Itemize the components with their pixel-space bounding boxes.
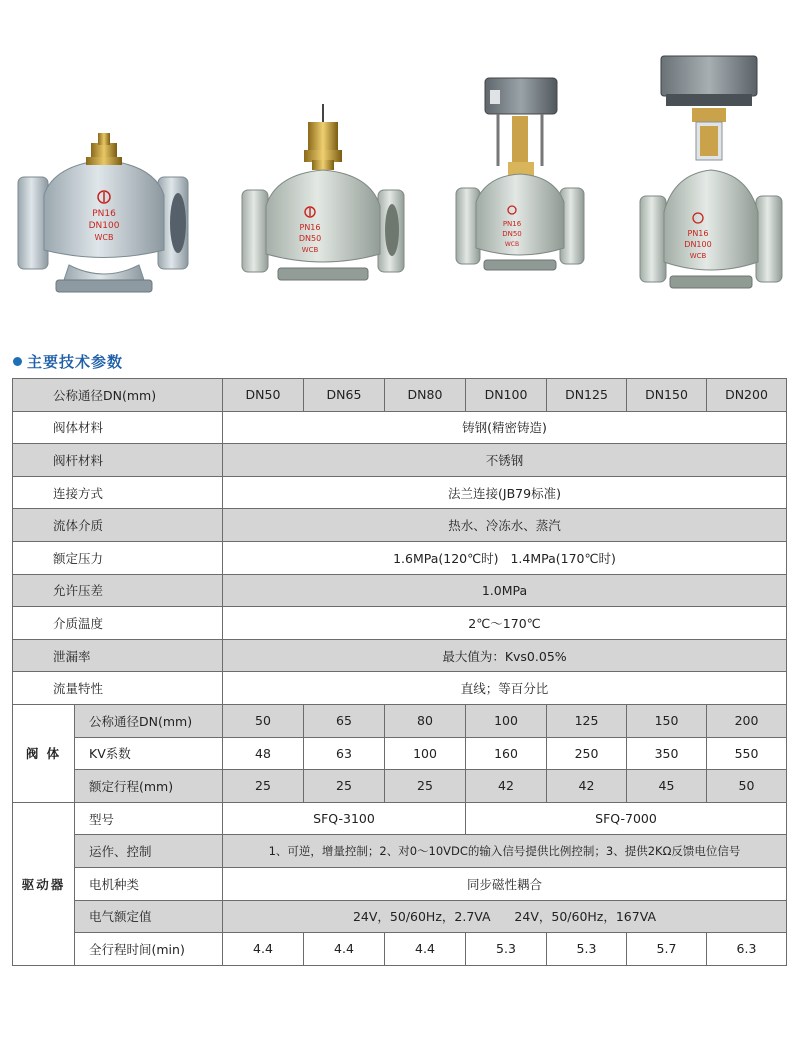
table-row xyxy=(13,672,787,705)
valve-mark-material: WCB xyxy=(689,252,707,260)
table-row xyxy=(13,411,787,444)
row-label: 流量特性 xyxy=(13,672,223,705)
table-row xyxy=(13,476,787,509)
row-label: 阀杆材料 xyxy=(13,444,223,477)
valve-mark-dn: DN50 xyxy=(298,234,322,243)
valve-photo-4 xyxy=(636,50,786,310)
value-cell: 42 xyxy=(466,770,547,803)
dn-size-cell: DN125 xyxy=(547,379,627,412)
row-value: 最大值为：Kvs0.05% xyxy=(223,639,787,672)
section-heading xyxy=(13,351,123,371)
row-value: 热水、冷冻水、蒸汽 xyxy=(223,509,787,542)
row-label: 型号 xyxy=(75,802,223,835)
row-label: 额定行程(mm) xyxy=(75,770,223,803)
table-row xyxy=(13,770,787,803)
value-cell: 48 xyxy=(223,737,304,770)
value-cell: 125 xyxy=(547,704,627,737)
value-cell: 42 xyxy=(547,770,627,803)
valve-photo-1 xyxy=(14,115,194,305)
dn-size-cell: DN80 xyxy=(385,379,466,412)
value-cell: 100 xyxy=(466,704,547,737)
row-label: KV系数 xyxy=(75,737,223,770)
table-row xyxy=(13,835,787,868)
row-value: 直线；等百分比 xyxy=(223,672,787,705)
row-value: 1.6MPa(120℃时) 1.4MPa(170℃时) xyxy=(223,541,787,574)
row-value: 不锈钢 xyxy=(223,444,787,477)
row-label: 电机种类 xyxy=(75,867,223,900)
value-cell: 350 xyxy=(627,737,707,770)
model-value: SFQ-7000 xyxy=(466,802,787,835)
table-row xyxy=(13,509,787,542)
row-value: 1、可逆，增量控制；2、对0～10VDC的输入信号提供比例控制；3、提供2KΩ反馈电位信号 xyxy=(223,835,787,868)
dn-size-cell: DN50 xyxy=(223,379,304,412)
bullet-icon xyxy=(13,357,22,366)
value-cell: 80 xyxy=(385,704,466,737)
valve-mark-material: WCB xyxy=(301,246,319,254)
row-label: 介质温度 xyxy=(13,607,223,640)
value-cell: 4.4 xyxy=(223,933,304,966)
valve-mark-pn: PN16 xyxy=(299,223,321,232)
value-cell: 550 xyxy=(707,737,787,770)
valve-mark-pn: PN16 xyxy=(687,229,709,238)
value-cell: 50 xyxy=(707,770,787,803)
row-label: 公称通径DN(mm) xyxy=(75,704,223,737)
table-row xyxy=(13,444,787,477)
row-value: 24V，50/60Hz，2.7VA 24V，50/60Hz，167VA xyxy=(223,900,787,933)
row-label: 全行程时间(min) xyxy=(75,933,223,966)
table-header-row xyxy=(13,379,787,412)
row-value: 2℃～170℃ xyxy=(223,607,787,640)
valve-mark-pn: PN16 xyxy=(502,220,522,228)
valve-photo-2 xyxy=(238,102,408,302)
row-label: 电气额定值 xyxy=(75,900,223,933)
value-cell: 25 xyxy=(304,770,385,803)
valve-mark-pn: PN16 xyxy=(92,209,116,219)
row-value: 1.0MPa xyxy=(223,574,787,607)
dn-size-cell: DN100 xyxy=(466,379,547,412)
row-value: 法兰连接(JB79标准) xyxy=(223,476,787,509)
dn-size-cell: DN200 xyxy=(707,379,787,412)
table-row xyxy=(13,704,787,737)
row-value: 同步磁性耦合 xyxy=(223,867,787,900)
value-cell: 45 xyxy=(627,770,707,803)
table-row xyxy=(13,607,787,640)
value-cell: 65 xyxy=(304,704,385,737)
value-cell: 5.3 xyxy=(466,933,547,966)
table-row xyxy=(13,933,787,966)
value-cell: 25 xyxy=(385,770,466,803)
header-label: 公称通径DN(mm) xyxy=(13,379,223,412)
table-row xyxy=(13,737,787,770)
value-cell: 160 xyxy=(466,737,547,770)
group-label-body: 阀 体 xyxy=(13,704,75,802)
row-label: 连接方式 xyxy=(13,476,223,509)
table-row xyxy=(13,900,787,933)
value-cell: 5.3 xyxy=(547,933,627,966)
model-value: SFQ-3100 xyxy=(223,802,466,835)
valve-mark-material: WCB xyxy=(504,241,520,248)
table-row xyxy=(13,574,787,607)
section-title-text: 主要技术参数 xyxy=(27,352,124,371)
value-cell: 100 xyxy=(385,737,466,770)
value-cell: 200 xyxy=(707,704,787,737)
value-cell: 6.3 xyxy=(707,933,787,966)
value-cell: 50 xyxy=(223,704,304,737)
spec-table xyxy=(12,378,787,966)
row-label: 流体介质 xyxy=(13,509,223,542)
table-row xyxy=(13,802,787,835)
valve-mark-dn: DN100 xyxy=(684,240,712,249)
dn-size-cell: DN150 xyxy=(627,379,707,412)
value-cell: 4.4 xyxy=(385,933,466,966)
value-cell: 4.4 xyxy=(304,933,385,966)
valve-photo-3 xyxy=(450,70,590,300)
table-row xyxy=(13,639,787,672)
row-label: 泄漏率 xyxy=(13,639,223,672)
row-label: 额定压力 xyxy=(13,541,223,574)
value-cell: 25 xyxy=(223,770,304,803)
row-label: 运作、控制 xyxy=(75,835,223,868)
row-label: 阀体材料 xyxy=(13,411,223,444)
table-row xyxy=(13,867,787,900)
product-photos xyxy=(0,40,800,320)
valve-mark-material: WCB xyxy=(94,233,114,242)
value-cell: 63 xyxy=(304,737,385,770)
table-row xyxy=(13,541,787,574)
dn-size-cell: DN65 xyxy=(304,379,385,412)
value-cell: 150 xyxy=(627,704,707,737)
value-cell: 250 xyxy=(547,737,627,770)
row-value: 铸钢(精密铸造) xyxy=(223,411,787,444)
group-label-actuator: 驱动器 xyxy=(13,802,75,965)
valve-mark-dn: DN100 xyxy=(88,221,120,231)
row-label: 允许压差 xyxy=(13,574,223,607)
value-cell: 5.7 xyxy=(627,933,707,966)
valve-mark-dn: DN50 xyxy=(502,230,522,238)
